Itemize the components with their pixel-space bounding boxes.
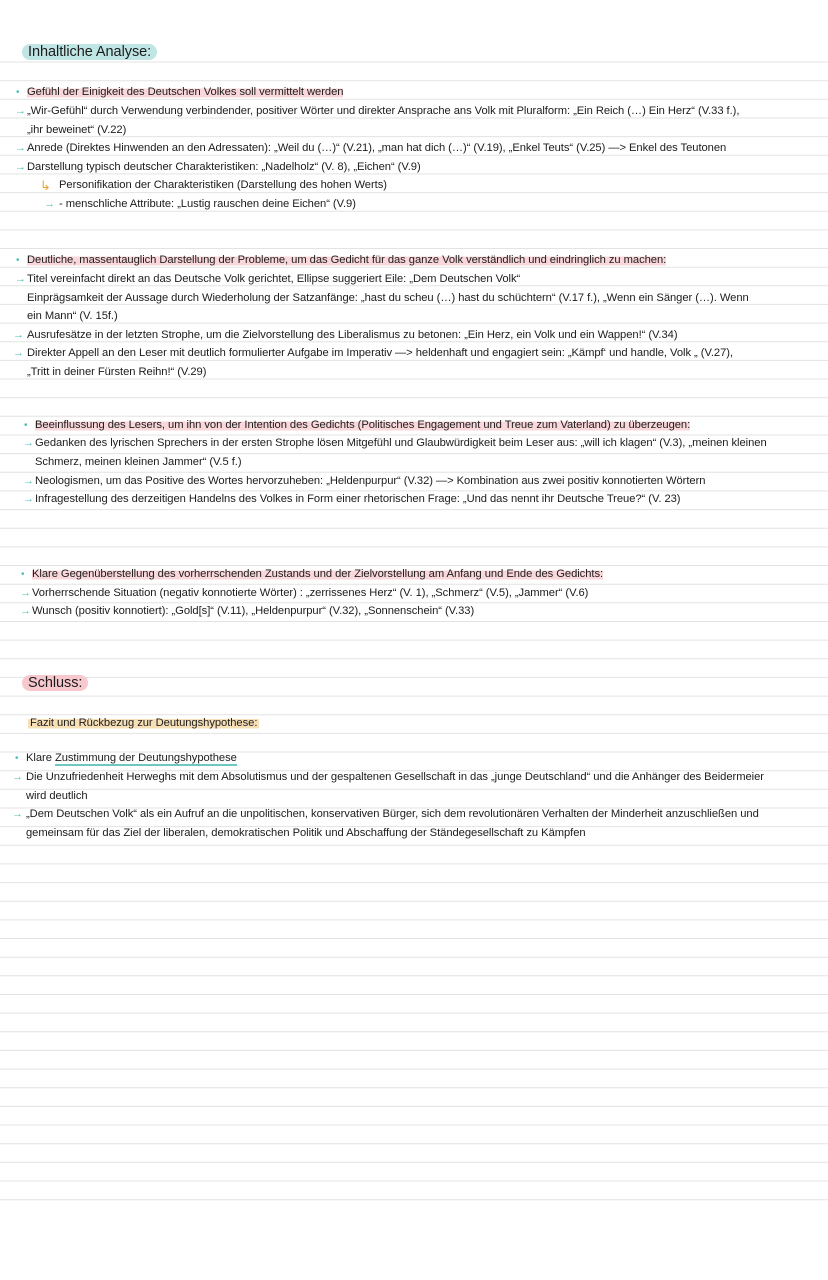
arrow-right-icon: →	[20, 605, 31, 617]
block1-line2: Anrede (Direktes Hinwenden an den Adressaten): „Weil du (…)“ (V.21), „man hat dich (…)“ (V.19), „Enkel Teuts“ (V.25) —> Enkel des Teutonen	[27, 142, 727, 154]
section-title-conclusion-text: Schluss:	[22, 675, 88, 691]
block5-line1	[26, 751, 237, 766]
block1-heading	[27, 85, 343, 100]
block4-heading-text: Klare Gegenüberstellung des vorherrschenden Zustands und der Zielvorstellung am Anfang und Ende des Gedichts:	[32, 568, 604, 580]
block5-line3: „Dem Deutschen Volk“ als ein Aufruf an die unpolitischen, konservativen Bürger, sich dem revolutionären Verhalten der Minderheit anzuschließen und	[26, 808, 759, 820]
section-title-conclusion	[22, 674, 88, 693]
conclusion-subtitle	[28, 716, 259, 731]
block3-heading	[35, 418, 690, 433]
block1-line5: - menschliche Attribute: „Lustig rauschen deine Eichen“ (V.9)	[59, 198, 356, 210]
block3-line3: Infragestellung des derzeitigen Handelns des Volkes in Form einer rhetorischen Frage: „Und das nennt ihr Deutsche Treue?“ (V. 23)	[35, 493, 681, 505]
arrow-right-icon: →	[13, 347, 24, 359]
arrow-right-icon: →	[15, 161, 26, 173]
section-title-analysis-text: Inhaltliche Analyse:	[22, 44, 157, 60]
block2-line4b: „Tritt in deiner Fürsten Reihn!“ (V.29)	[27, 366, 207, 378]
block1-line3: Darstellung typisch deutscher Charakteristiken: „Nadelholz“ (V. 8), „Eichen“ (V.9)	[27, 161, 421, 173]
block2-line2: Einprägsamkeit der Aussage durch Wiederholung der Satzanfänge: „hast du scheu (…) hast du schüchtern“ (V.17 f.), „Wenn ein Sänger (…). Wenn	[27, 292, 749, 304]
block2-line3: Ausrufesätze in der letzten Strophe, um die Zielvorstellung des Liberalismus zu betonen: „Ein Herz, ein Volk und ein Wappen!“ (V.34)	[27, 329, 678, 341]
block2-heading-text: Deutliche, massentauglich Darstellung der Probleme, um das Gedicht für das ganze Volk verständlich und eindringlich zu machen:	[27, 254, 667, 266]
bullet-dot-icon: •	[24, 420, 28, 431]
block5-line1-underlined: Zustimmung der Deutungshypothese	[54, 752, 237, 764]
arrow-right-icon: →	[44, 198, 55, 210]
block5-line3b: gemeinsam für das Ziel der liberalen, demokratischen Politik und Abschaffung der Ständegesellschaft zu Kämpfen	[26, 827, 586, 839]
bullet-dot-icon: •	[21, 569, 25, 580]
arrow-right-icon: →	[15, 142, 26, 154]
block2-line2b: ein Mann“ (V. 15f.)	[27, 310, 118, 322]
arrow-right-icon: →	[15, 105, 26, 117]
block5-line2: Die Unzufriedenheit Herweghs mit dem Absolutismus und der gespaltenen Gesellschaft in das „junge Deutschland“ und die Anhänger des Beidermeier	[26, 771, 764, 783]
block1-heading-text: Gefühl der Einigkeit des Deutschen Volkes soll vermittelt werden	[27, 86, 344, 98]
arrow-right-icon: →	[23, 437, 34, 449]
bullet-dot-icon: •	[16, 255, 20, 266]
block3-line1b: Schmerz, meinen kleinen Jammer“ (V.5 f.)	[35, 456, 242, 468]
block5-line1-prefix: Klare	[26, 752, 55, 764]
arrow-right-icon: →	[15, 273, 26, 285]
block3-line2: Neologismen, um das Positive des Wortes hervorzuheben: „Heldenpurpur“ (V.32) —> Kombination aus zwei positiv konnotierten Wörtern	[35, 475, 706, 487]
section-title-analysis	[22, 43, 157, 62]
conclusion-subtitle-text: Fazit und Rückbezug zur Deutungshypothese:	[30, 717, 258, 729]
block5-line2b: wird deutlich	[26, 790, 88, 802]
bullet-dot-icon: •	[16, 87, 20, 98]
arrow-right-icon: →	[23, 493, 34, 505]
block2-line1: Titel vereinfacht direkt an das Deutsche Volk gerichtet, Ellipse suggeriert Eile: „Dem Deutschen Volk“	[27, 273, 521, 285]
block2-line4: Direkter Appell an den Leser mit deutlich formulierter Aufgabe im Imperativ —> heldenhaft und engagiert sein: „Kämpf‘ und handle, Volk „ (V.27),	[27, 347, 733, 359]
block1-line1: „Wir-Gefühl“ durch Verwendung verbindender, positiver Wörter und direkter Ansprache ans Volk mit Pluralform: „Ein Reich (…) Ein Herz“ (V.33 f.),	[27, 105, 740, 117]
bullet-dot-icon: •	[15, 753, 19, 764]
block1-line1b: „ihr beweinet“ (V.22)	[27, 124, 127, 136]
hook-arrow-icon: ↳	[40, 178, 51, 193]
arrow-right-icon: →	[12, 771, 23, 783]
arrow-right-icon: →	[13, 329, 24, 341]
arrow-right-icon: →	[12, 808, 23, 820]
block3-heading-text: Beeinflussung des Lesers, um ihn von der Intention des Gedichts (Politisches Engagement und Treue zum Vaterland) zu überzeugen:	[35, 419, 691, 431]
block4-line1: Vorherrschende Situation (negativ konnotierte Wörter) : „zerrissenes Herz“ (V. 1), „Schmerz“ (V.5), „Jammer“ (V.6)	[32, 587, 589, 599]
block4-line2: Wunsch (positiv konnotiert): „Gold[s]“ (V.11), „Heldenpurpur“ (V.32), „Sonnenschein“ (V.33)	[32, 605, 475, 617]
block1-line4: Personifikation der Charakteristiken (Darstellung des hohen Werts)	[59, 179, 387, 191]
block3-line1: Gedanken des lyrischen Sprechers in der ersten Strophe lösen Mitgefühl und Glaubwürdigkeit beim Leser aus: „will ich klagen“ (V.3), „meinen kleinen	[35, 437, 767, 449]
arrow-right-icon: →	[20, 587, 31, 599]
block4-heading	[32, 567, 603, 582]
arrow-right-icon: →	[23, 475, 34, 487]
block2-heading	[27, 253, 666, 268]
